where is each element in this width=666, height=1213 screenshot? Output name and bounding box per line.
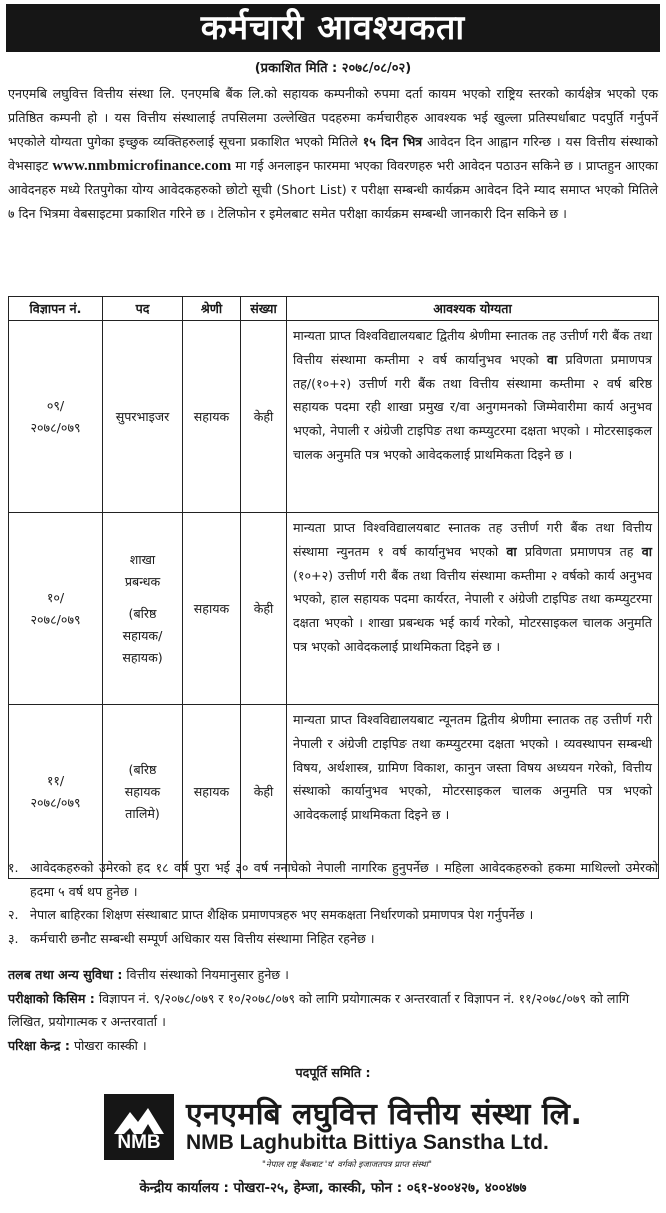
cell-post: सुपरभाइजर: [103, 321, 183, 513]
ad-no-line: १०/: [46, 589, 65, 605]
post-line: तालिमे): [125, 805, 160, 821]
post-line: सहायक): [122, 649, 163, 665]
cell-qualification: [287, 321, 659, 513]
qualification-text: मान्यता प्राप्त विश्वविद्यालयबाट स्नातक तह उत्तीर्ण गरी बैंक तथा वित्तीय संस्थामा न्युनतम १ वर्ष कार्यानुभव भएको: [293, 520, 652, 559]
note-text: नेपाल बाहिरका शिक्षण संस्थाबाट प्राप्त शैक्षिक प्रमाणपत्रहरु भए समकक्षता निर्धारणको प्रमाणपत्र पेश गर्नुपर्नेछ ।: [30, 907, 534, 922]
recruitment-committee: पदपूर्ति समिति :: [295, 1065, 371, 1080]
header-level: श्रेणी: [183, 297, 241, 321]
office-address: पोखरा-२५, हेम्जा, कास्की, फोन : ०६१-४००४२७, ४००४७७: [233, 1181, 527, 1196]
note-item: [8, 903, 658, 927]
qualification-text-2: प्रविणता प्रमाणपत्र तह: [524, 543, 634, 559]
qualification-text: मान्यता प्राप्त विश्वविद्यालयबाट न्यूनतम द्वितीय श्रेणीमा स्नातक तह उत्तीर्ण गरी नेपाली र अंग्रेजी टाइपिङ तथा कम्प्युटरमा दक्षता भएको । व्यवस्थापन सम्बन्धी विषय, अर्थशास्त्र, ग्रामिण विकाश, कानुन जस्ता विषय अध्ययन गरेको, वित्तीय संस्थाको कार्यानुभव भएको, मोटरसाइकल चालक अनुमति पत्र भएको आवेदकलाई प्राथमिकता दिइने छ ।: [293, 712, 652, 823]
note-text: कर्मचारी छनौट सम्बन्धी सम्पूर्ण अधिकार यस वित्तीय संस्थामा निहित रहनेछ ।: [30, 930, 375, 946]
cell-qualification: [287, 513, 659, 705]
exam-label: परीक्षाको किसिम :: [8, 990, 95, 1006]
ad-no-year: २०७८/०७९: [30, 794, 81, 810]
exam-line: [8, 987, 658, 1034]
cell-level: सहायक: [183, 513, 241, 705]
intro-text-3: मा गई अनलाइन फारममा भएका विवरणहरु भरी आवेदन पठाउन सकिने छ । प्राप्तहुन आएका आवेदनहरु मध्ये रितपुगेका योग्य आवेदकहरुको छोटो सूची (Short List) र परीक्षा सम्बन्धी कार्यक्रम आवेदन दिने म्याद समाप्त भएको मितिले ७ दिन भित्रमा वेबसाइटमा प्रकाशित गरिने छ । टेलिफोन र इमेलबाट समेत परीक्षा कार्यक्रम सम्बन्धी जानकारी दिन सकिने छ ।: [8, 158, 658, 221]
notes-list: [8, 856, 658, 950]
org-name-nepali: एनएमबि लघुवित्त वित्तीय संस्था लि.: [186, 1097, 583, 1132]
cell-ad-no: [9, 705, 103, 879]
qualification-text: मान्यता प्राप्त विश्वविद्यालयबाट द्वितीय श्रेणीमा स्नातक तह उत्तीर्ण गरी बैंक तथा वित्तीय संस्थामा कम्तीमा २ वर्ष कार्यानुभव भएको: [293, 328, 652, 367]
vacancy-table: [8, 296, 659, 879]
central-office: [0, 1178, 666, 1196]
cell-ad-no: [9, 513, 103, 705]
post-line: सहायक/: [122, 627, 163, 643]
published-date: (प्रकाशित मिति : २०७८/०८/०२): [254, 61, 412, 76]
org-name-english: NMB Laghubitta Bittiya Sanstha Ltd.: [186, 1131, 549, 1154]
note-number: २.: [8, 907, 19, 922]
cell-level: सहायक: [183, 321, 241, 513]
intro-text-2: आवेदन दिन आह्वान गरिन्छ । यस वित्तीय संस्थाको वेभसाइट: [8, 134, 658, 173]
cell-count: केही: [241, 321, 287, 513]
qualification-or-2: वा: [641, 543, 652, 559]
salary-text: वित्तीय संस्थाको नियमानुसार हुनेछ ।: [126, 967, 289, 982]
cell-post: [103, 513, 183, 705]
salary-label: तलब तथा अन्य सुविधा :: [8, 967, 123, 982]
post-line: शाखा: [129, 551, 156, 567]
website-link[interactable]: www.nmbmicrofinance.com: [52, 158, 232, 174]
page-title: कर्मचारी आवश्यकता: [6, 4, 660, 52]
intro-paragraph: [8, 82, 658, 226]
office-label: केन्द्रीय कार्यालय :: [139, 1181, 229, 1196]
nmb-logo: [104, 1094, 174, 1160]
post-line: सहायक: [124, 783, 161, 799]
post-line: (बरिष्ठ: [128, 605, 157, 621]
header-qualification: आवश्यक योग्यता: [287, 297, 659, 321]
note-number: १.: [8, 860, 19, 875]
table-row: [9, 513, 659, 705]
table-header-row: [9, 297, 659, 321]
note-text: आवेदकहरुको उमेरको हद १८ वर्ष पुरा भई ३० वर्ष ननाघेको नेपाली नागरिक हुनुपर्नेछ । महिला आवेदकहरुको हकमा माथिल्लो उमेरको हदमा ५ वर्ष थप हुनेछ ।: [30, 860, 658, 899]
ad-no-year: २०७८/०७९: [30, 419, 81, 435]
exam-center-label: परिक्षा केन्द्र :: [8, 1037, 70, 1053]
qualification-text-2: प्रविणता प्रमाणपत्र तह/(१०+२) उत्तीर्ण गरी बैंक तथा वित्तीय संस्थामा कम्तीमा २ वर्ष बरिष्ठ सहायक पदमा रही शाखा प्रमुख र/वा अनुगमनको जिम्मेवारीमा कार्य अनुभव भएको, नेपाली र अंग्रेजी टाइपिङ तथा कम्प्युटरमा दक्षता भएको । मोटरसाइकल चालक अनुमति पत्र भएको आवेदकलाई प्राथमिकता दिइने छ ।: [293, 351, 652, 462]
ad-no-year: २०७८/०७९: [30, 611, 81, 627]
extra-info: [8, 963, 658, 1057]
license-tagline: "नेपाल राष्ट्र बैंकबाट 'घ' वर्गको इजाजतपत्र प्राप्त संस्था": [262, 1160, 432, 1170]
logo-text: NMB: [117, 1132, 161, 1153]
note-item: [8, 927, 658, 951]
cell-count: केही: [241, 513, 287, 705]
ad-no-line: ०९/: [46, 397, 65, 413]
qualification-or: वा: [546, 351, 558, 367]
qualification-or: वा: [506, 543, 517, 559]
header-count: संख्या: [241, 297, 287, 321]
cell-ad-no: [9, 321, 103, 513]
header-post: पद: [103, 297, 183, 321]
intro-text-1: एनएमबि लघुवित्त वित्तीय संस्था लि. एनएमबि बैंक लि.को सहायक कम्पनीको रुपमा दर्ता कायम भएको राष्ट्रिय स्तरको कार्यक्षेत्र भएको एक प्रतिष्ठित कम्पनी हो । यस वित्तीय संस्थालाई तपसिलमा उल्लेखित पदहरुमा कर्मचारीहरु आवश्यक भई खुल्ला प्रतिस्पर्धाबाट पदपुर्ति गर्नुपर्ने भएकोले योग्यता पुगेका इच्छुक व्यक्तिहरुलाई सूचना प्रकाशित भएको मितिले: [8, 86, 658, 149]
exam-center-line: [8, 1034, 658, 1058]
exam-text: विज्ञापन नं. ९/२०७८/०७९ र १०/२०७८/०७९ को लागि प्रयोगात्मक र अन्तरवार्ता र विज्ञापन नं. ११/२०७८/०७९ को लागि लिखित, प्रयोगात्मक र अन्तरवार्ता ।: [8, 990, 630, 1029]
cell-qualification: [287, 705, 659, 879]
table-row: [9, 321, 659, 513]
cell-post: [103, 705, 183, 879]
post-line: (बरिष्ठ: [128, 761, 157, 777]
exam-center-text: पोखरा कास्की ।: [73, 1037, 147, 1053]
application-deadline: १५ दिन भित्र: [362, 134, 423, 149]
post-line: प्रबन्धक: [124, 573, 161, 589]
cell-level: सहायक: [183, 705, 241, 879]
ad-no-line: ११/: [46, 772, 65, 788]
header-ad-no: विज्ञापन नं.: [9, 297, 103, 321]
qualification-text-3: (१०+२) उत्तीर्ण गरी बैंक तथा वित्तीय संस्थामा कम्तीमा २ वर्षको कार्य अनुभव भएको, हाल सहायक पदमा कार्यरत, नेपाली र अंग्रेजी टाइपिङ तथा कम्प्युटरमा दक्षता भएको । शाखा प्रबन्धक भई कार्य गरेको, मोटरसाइकल चालक अनुमति पत्र भएको आवेदकलाई प्राथमिकता दिइने छ ।: [293, 567, 652, 654]
note-number: ३.: [8, 930, 19, 946]
table-row: [9, 705, 659, 879]
salary-line: [8, 963, 658, 987]
cell-count: केही: [241, 705, 287, 879]
note-item: [8, 856, 658, 903]
